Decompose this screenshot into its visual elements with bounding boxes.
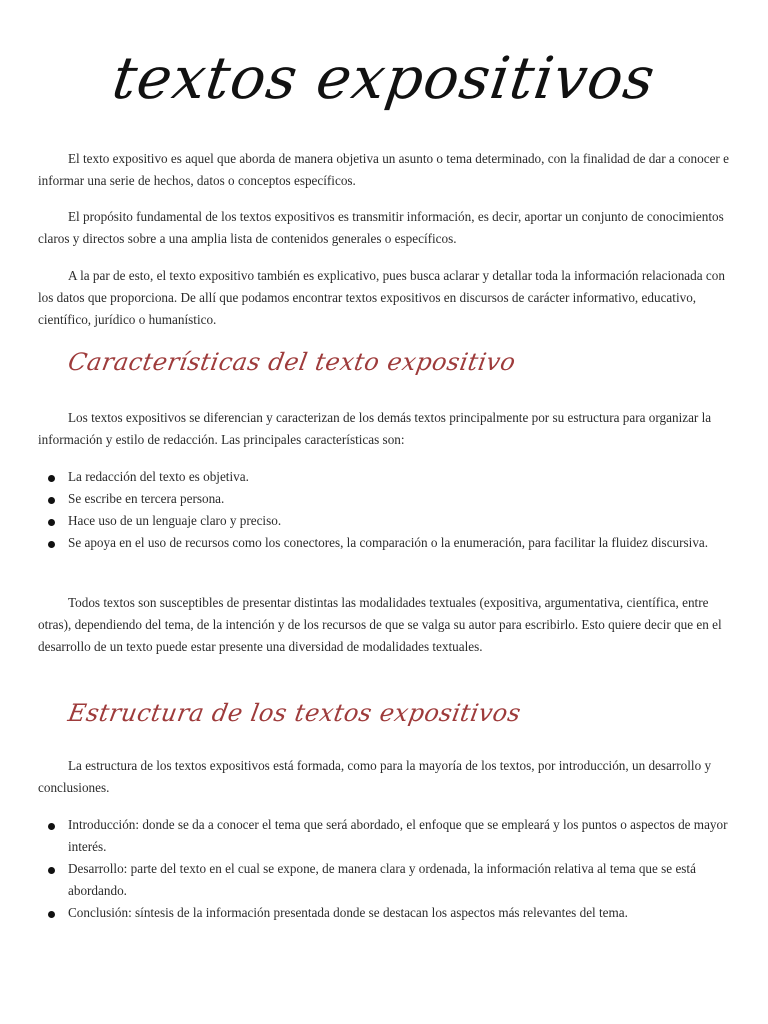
section-heading-estructura: Estructura de los textos expositivos	[66, 699, 524, 727]
list-item: Introducción: donde se da a conocer el tema que será abordado, el enfoque que se empleará y los puntos o aspectos de mayor interés.	[38, 814, 730, 858]
page-title: textos expositivos	[108, 44, 660, 112]
bullet-icon	[48, 911, 55, 918]
paragraph-2: El propósito fundamental de los textos expositivos es transmitir información, es decir, aportar un conjunto de conocimientos claros y directos sobre a una amplia lista de contenidos generales o específicos.	[38, 209, 724, 246]
bullet-icon	[48, 823, 55, 830]
paragraph-1: El texto expositivo es aquel que aborda de manera objetiva un asunto o tema determinado, con la finalidad de dar a conocer e informar una serie de hechos, datos o conceptos específicos.	[38, 151, 729, 188]
list-item: Se escribe en tercera persona.	[38, 488, 730, 510]
section-heading-caracteristicas: Características del texto expositivo	[66, 348, 519, 376]
paragraph-3: A la par de esto, el texto expositivo también es explicativo, pues busca aclarar y detallar toda la información relacionada con los datos que proporciona. De allí que podamos encontrar textos expositivos en discursos de carácter informativo, educativo, científico, jurídico o humanístico.	[38, 268, 725, 327]
list-item: La redacción del texto es objetiva.	[38, 466, 730, 488]
structure-list	[38, 814, 730, 924]
bullet-icon	[48, 497, 55, 504]
section1-intro: Los textos expositivos se diferencian y caracterizan de los demás textos principalmente por su estructura para organizar la información y estilo de redacción. Las principales características son:	[38, 410, 712, 447]
section2-intro: La estructura de los textos expositivos está formada, como para la mayoría de los textos, por introducción, un desarrollo y conclusiones.	[38, 758, 712, 795]
list-item: Hace uso de un lenguaje claro y preciso.	[38, 510, 730, 532]
section1-closing: Todos textos son susceptibles de presentar distintas las modalidades textuales (expositiva, argumentativa, científica, entre otras), dependiendo del tema, de la intención y de los recursos de que se valga su autor para escribirlo. Esto quiere decir que en el desarrollo de un texto puede estar presente una diversidad de modalidades textuales.	[38, 595, 722, 654]
characteristics-list	[38, 466, 730, 554]
bullet-icon	[48, 867, 55, 874]
list-item: Conclusión: síntesis de la información presentada donde se destacan los aspectos más relevantes del tema.	[38, 902, 730, 924]
list-item: Se apoya en el uso de recursos como los conectores, la comparación o la enumeración, para facilitar la fluidez discursiva.	[38, 532, 730, 554]
list-item: Desarrollo: parte del texto en el cual se expone, de manera clara y ordenada, la información relativa al tema que se está abordando.	[38, 858, 730, 902]
bullet-icon	[48, 519, 55, 526]
bullet-icon	[48, 475, 55, 482]
bullet-icon	[48, 541, 55, 548]
